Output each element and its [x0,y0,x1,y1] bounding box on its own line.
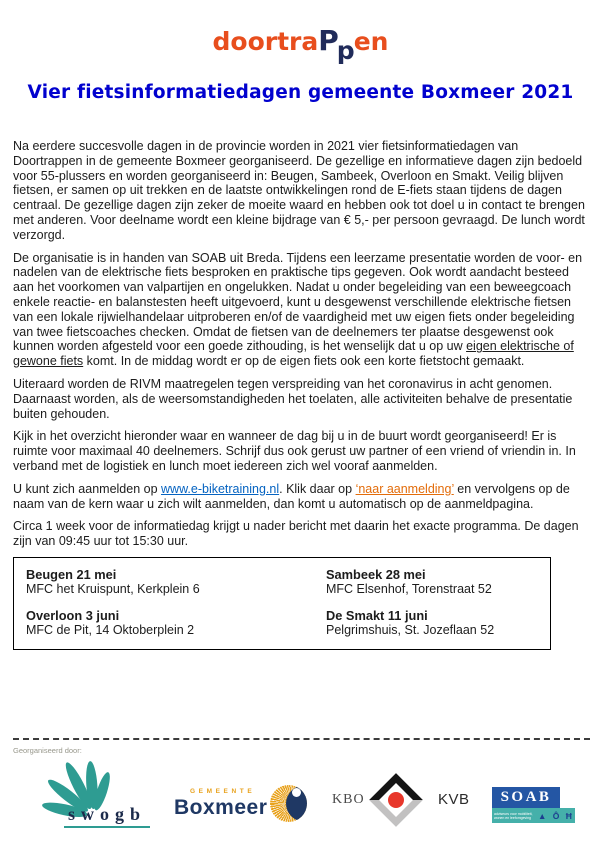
soab-logo [492,787,575,823]
schedule-item-overloon [26,608,326,638]
schedule-item-location: MFC Elsenhof, Torenstraat 52 [326,581,492,596]
paragraph-organisation-tail: komt. In de middag wordt er op de eigen fiets ook een korte fietstocht gemaakt. [83,354,525,369]
paragraph-programma: Circa 1 week voor de informatiedag krijgt u nader bericht met daarin het exacte programma. De dagen zijn van 09:45 uur tot 15:30 uur. [13,519,579,549]
kbo-diamond-icon [369,773,423,827]
paragraph-signup-tail: en vervolgens op de naam van de kern waar u zich wilt aanmelden, dan komt u automatisch op de aanmeldpagina. [13,481,570,511]
schedule-item-title: Sambeek 28 mei [326,566,426,582]
soab-symbols-icon: ▲ Ô Ħ [538,810,574,821]
paragraph-signup [13,482,591,512]
swogb-logo [16,760,161,830]
logo-text-lower-p: p [336,36,355,65]
logo-text-en: en [353,27,389,56]
ebiketraining-link[interactable]: www.e-biketraining.nl [161,481,280,496]
dashed-divider [13,738,590,740]
gemeente-boxmeer-logo [174,785,307,822]
kbo-wordmark: KBO [332,792,365,807]
boxmeer-wordmark: Boxmeer [174,795,268,819]
logo-text-doortra: doortra [212,27,319,56]
kbo-logo [332,773,423,827]
underlined-phrase-own-bike: eigen elektrische of gewone fiets [13,339,574,369]
paragraph-intro-text: Na eerdere succesvolle dagen in de provincie worden in 2021 vier fietsinformatiedagen van Doortrappen in de gemeente Boxmeer georganiseerd. De gezellige en informatieve dagen zijn bedoeld voor 55-plussers en worden georganiseerd in: Beugen, Sambeek, Overloon en Smakt. Veilig blijven fietsen, er samen op uit trekken en de laatste ontwikkelingen rond de E-fiets staan tijdens de dagen centraal. De gezellige dagen zijn zeker de moeite waard en hebben ook tot doel u in contact te brengen met anderen. Voor deelname wordt een kleine bijdrage van € 5,- per persoon gevraagd. De lunch wordt verzorgd. [13,139,585,242]
kvb-logo: KVB [438,791,470,808]
soab-tagline: adviseurs voor mobiliteit, wonen en leefomgeving [494,811,533,820]
paragraph-signup-mid: . Klik daar op [279,481,356,496]
organized-by-label: Georganiseerd door: [13,746,82,755]
paragraph-organisation-text: De organisatie is in handen van SOAB uit Breda. Tijdens een leerzame presentatie worden de voor- en nadelen van de elektrische fiets besproken en praktische tips gegeven. Ook wordt aandacht besteed aan het voorkomen van valpartijen en ongelukken. Nadat u onder begeleiding van een beweegcoach enkele reactie- en balanstesten heeft uitgevoerd, kunt u desgewenst verschillende elektrische fietsen van een lokale rijwielhandelaar uitproberen en/of de vaardigheid met uw eigen fiets onder begeleiding van twee fietscoaches checken. Omdat de fietsen van de deelnemers ter plaatse desgewenst ook kunnen worden afgesteld voor een goede zithouding, is het wenselijk dat u op uw [13,250,583,354]
schedule-box [13,557,551,650]
schedule-item-sambeek [326,567,550,597]
boxmeer-emblem-icon [270,785,307,822]
soab-wordmark: SOAB [492,787,560,808]
paragraph-intro [13,139,591,243]
schedule-item-location: MFC de Pit, 14 Oktoberplein 2 [26,622,195,637]
logo-text-capital-p: P [318,24,339,57]
page-title: Vier fietsinformatiedagen gemeente Boxmeer 2021 [27,82,574,103]
paragraph-organisation [13,251,591,369]
body-text [13,139,591,650]
paragraph-overview: Kijk in het overzicht hieronder waar en wanneer de dag bij u in de buurt wordt georganiseerd! Er is ruimte voor maximaal 40 deelnemers. Schrijf dus ook gerust uw partner of een vriend of vriendin in. In verband met de logistiek en lunch moet iedereen zich wel vooraf aanmelden. [13,429,576,473]
boxmeer-gemeente-label: GEMEENTE [190,787,256,795]
paragraph-signup-lead: U kunt zich aanmelden op [13,481,162,496]
schedule-item-desmakt [326,608,550,638]
swogb-wordmark: swogb [64,804,150,828]
schedule-item-title: Overloon 3 juni [26,607,120,623]
schedule-item-location: Pelgrimshuis, St. Jozeflaan 52 [326,622,495,637]
schedule-item-beugen [26,567,326,597]
schedule-item-title: Beugen 21 mei [26,566,117,582]
paragraph-corona: Uiteraard worden de RIVM maatregelen tegen verspreiding van het coronavirus in acht genomen. Daarnaast worden, als de weersomstandigheden het toelaten, alle activiteiten behalve de presentatie buiten gehouden. [13,376,573,421]
schedule-item-location: MFC het Kruispunt, Kerkplein 6 [26,581,200,596]
schedule-item-title: De Smakt 11 juni [326,607,428,623]
doortrappen-logo [0,24,601,65]
naar-aanmelding-link[interactable]: ‘naar aanmelding’ [355,481,454,496]
